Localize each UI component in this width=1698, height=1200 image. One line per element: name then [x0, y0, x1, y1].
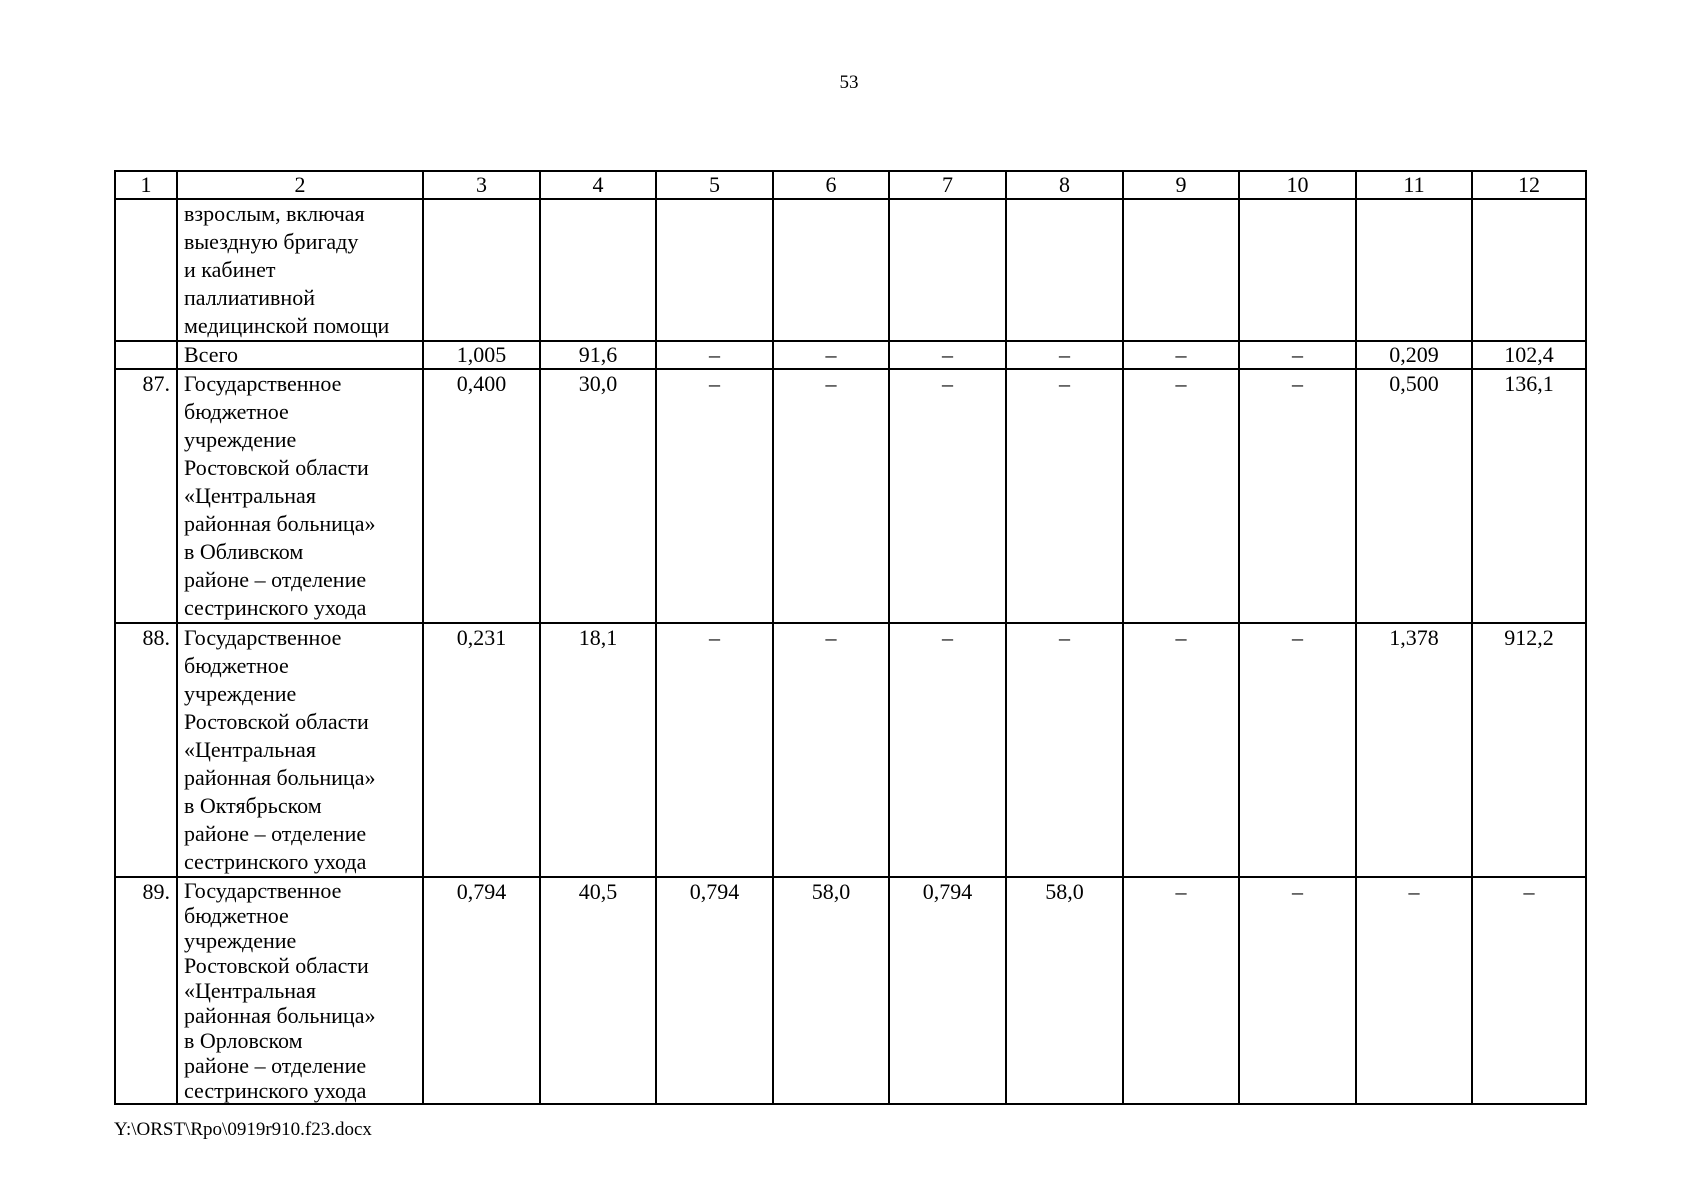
column-header: 6	[773, 171, 889, 199]
page-number: 53	[839, 72, 859, 93]
table-cell	[1123, 199, 1239, 341]
table-cell: –	[656, 623, 773, 877]
table-cell: –	[1006, 623, 1123, 877]
table-header-row	[115, 171, 1586, 199]
table-cell: –	[773, 369, 889, 623]
table-cell: 0,794	[423, 877, 540, 1104]
table-cell: 102,4	[1472, 341, 1586, 369]
table-cell: –	[773, 341, 889, 369]
table-cell	[656, 199, 773, 341]
column-header: 11	[1356, 171, 1472, 199]
table-cell: –	[1239, 877, 1356, 1104]
table-cell: –	[1006, 369, 1123, 623]
row-name-text: взрослым, включая выездную бригаду и кабинет паллиативной медицинской помощи	[184, 201, 390, 338]
table-cell: 18,1	[540, 623, 656, 877]
row-name	[177, 199, 423, 341]
row-number	[115, 199, 177, 341]
table-cell: 1,378	[1356, 623, 1472, 877]
table-cell: –	[1472, 877, 1586, 1104]
column-header: 2	[177, 171, 423, 199]
table-cell	[540, 199, 656, 341]
table-cell	[889, 199, 1006, 341]
table-cell: –	[773, 623, 889, 877]
table-cell: 0,794	[656, 877, 773, 1104]
table-cell: –	[1123, 877, 1239, 1104]
table-cell	[1006, 199, 1123, 341]
table-cell: –	[1239, 341, 1356, 369]
column-header: 9	[1123, 171, 1239, 199]
row-number	[115, 341, 177, 369]
table-cell: 1,005	[423, 341, 540, 369]
table-row-total	[115, 341, 1586, 369]
table-cell: –	[889, 341, 1006, 369]
column-header: 5	[656, 171, 773, 199]
column-header: 12	[1472, 171, 1586, 199]
table-cell: –	[656, 341, 773, 369]
row-name-text: Государственное бюджетное учреждение Ростовской области «Центральная районная больница» в Орловском районе – отделение сестринского ухода	[184, 878, 376, 1103]
table-cell: 0,400	[423, 369, 540, 623]
row-name-text: Всего	[184, 342, 238, 367]
table-cell: 91,6	[540, 341, 656, 369]
column-header: 3	[423, 171, 540, 199]
column-header: 4	[540, 171, 656, 199]
row-name	[177, 341, 423, 369]
column-header: 1	[115, 171, 177, 199]
table-cell: –	[656, 369, 773, 623]
table-cell: 0,794	[889, 877, 1006, 1104]
table-cell: –	[889, 369, 1006, 623]
table-cell: –	[1123, 341, 1239, 369]
table-cell: –	[1123, 623, 1239, 877]
data-table	[114, 170, 1587, 1105]
table-row	[115, 877, 1586, 1104]
column-header: 8	[1006, 171, 1123, 199]
column-header: 10	[1239, 171, 1356, 199]
table-cell: 30,0	[540, 369, 656, 623]
table-cell: 40,5	[540, 877, 656, 1104]
row-number: 87.	[115, 369, 177, 623]
table-cell	[1239, 199, 1356, 341]
table-cell	[423, 199, 540, 341]
table-cell	[1356, 199, 1472, 341]
table-cell: 58,0	[773, 877, 889, 1104]
table-cell: 136,1	[1472, 369, 1586, 623]
table-cell	[1472, 199, 1586, 341]
table-cell: 0,231	[423, 623, 540, 877]
table-row	[115, 199, 1586, 341]
table-cell: –	[889, 623, 1006, 877]
table-cell: –	[1239, 369, 1356, 623]
table-cell: 58,0	[1006, 877, 1123, 1104]
row-name	[177, 369, 423, 623]
row-name-text: Государственное бюджетное учреждение Ростовской области «Центральная районная больница» в Обливском районе – отделение сестринского ухода	[184, 371, 376, 620]
table-cell: 0,209	[1356, 341, 1472, 369]
table-row	[115, 623, 1586, 877]
file-path-footer: Y:\ORST\Rpo\0919r910.f23.docx	[114, 1119, 372, 1140]
row-name	[177, 877, 423, 1104]
table-cell: 0,500	[1356, 369, 1472, 623]
row-number: 89.	[115, 877, 177, 1104]
table-cell	[773, 199, 889, 341]
row-number: 88.	[115, 623, 177, 877]
row-name	[177, 623, 423, 877]
table-cell: –	[1006, 341, 1123, 369]
table-cell: 912,2	[1472, 623, 1586, 877]
table-cell: –	[1123, 369, 1239, 623]
row-name-text: Государственное бюджетное учреждение Ростовской области «Центральная районная больница» в Октябрьском районе – отделение сестринского ухода	[184, 625, 376, 874]
table-cell: –	[1239, 623, 1356, 877]
table-row	[115, 369, 1586, 623]
table-cell: –	[1356, 877, 1472, 1104]
column-header: 7	[889, 171, 1006, 199]
